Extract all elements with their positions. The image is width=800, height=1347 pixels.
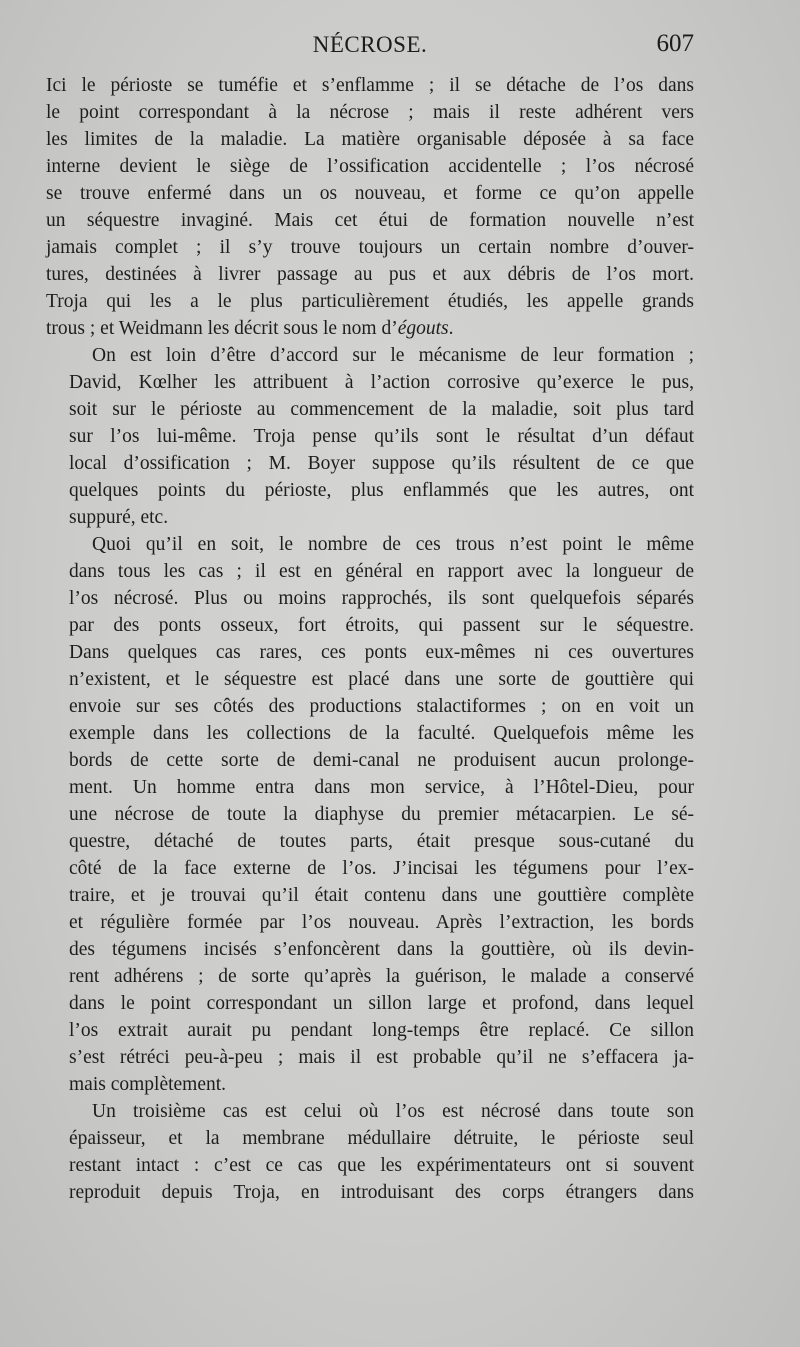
text-line: et régulière formée par l’os nouveau. Après l’extraction, les bords [69,912,694,933]
page-header [46,28,694,62]
text-line [46,315,694,342]
text-line: On est loin d’être d’accord sur le mécanisme de leur formation ; [92,345,694,366]
body-text [46,72,694,1206]
text-line: exemple dans les collections de la faculté. Quelquefois même les [69,723,694,744]
text-line: questre, détaché de toutes parts, était presque sous-cutané du [69,831,694,852]
paragraph-3 [46,531,694,1098]
italic-term: égouts [397,318,449,339]
text-line: s’est rétréci peu-à-peu ; mais il est probable qu’il ne s’effacera ja- [69,1047,694,1068]
text-line: Troja qui les a le plus particulièrement étudiés, les appelle grands [46,291,694,312]
text-line: le point correspondant à la nécrose ; mais il reste adhérent vers [46,102,694,123]
text-line: par des ponts osseux, fort étroits, qui passent sur le séquestre. [69,615,694,636]
text-line: dans le point correspondant un sillon large et profond, dans lequel [69,993,694,1014]
text-line: ment. Un homme entra dans mon service, à l’Hôtel-Dieu, pour [69,777,694,798]
text-line: local d’ossification ; M. Boyer suppose qu’ils résultent de ce que [69,453,694,474]
text-line: n’existent, et le séquestre est placé dans une sorte de gouttière qui [69,669,694,690]
text-line: rent adhérens ; de sorte qu’après la guérison, le malade a conservé [69,966,694,987]
text-line: reproduit depuis Troja, en introduisant des corps étrangers dans [69,1182,694,1203]
text-line: se trouve enfermé dans un os nouveau, et forme ce qu’on appelle [46,183,694,204]
text-line: suppuré, etc. [69,507,169,528]
page-number: 607 [656,30,694,57]
text-line: Un troisième cas est celui où l’os est nécrosé dans toute son [92,1101,694,1122]
text-line: l’os extrait aurait pu pendant long-temps être replacé. Ce sillon [69,1020,694,1041]
running-title: NÉCROSE. [312,32,428,57]
text-line: l’os nécrosé. Plus ou moins rapprochés, ils sont quelquefois séparés [69,588,694,609]
text-line: jamais complet ; il s’y trouve toujours un certain nombre d’ouver- [46,237,694,258]
text-line: David, Kœlher les attribuent à l’action corrosive qu’exerce le pus, [69,372,694,393]
text-line: des tégumens incisés s’enfoncèrent dans la gouttière, où ils devin- [69,939,694,960]
text-line: épaisseur, et la membrane médullaire détruite, le périoste seul [69,1128,694,1149]
text-line: une nécrose de toute la diaphyse du premier métacarpien. Le sé- [69,804,694,825]
text-line: tures, destinées à livrer passage au pus et aux débris de l’os mort. [46,264,694,285]
text-line: les limites de la maladie. La matière organisable déposée à sa face [46,129,694,150]
paragraph-2 [46,342,694,531]
text-fragment: trous ; et Weidmann les décrit sous le nom d’ [46,318,398,339]
text-line: un séquestre invaginé. Mais cet étui de formation nouvelle n’est [46,210,694,231]
text-line: envoie sur ses côtés des productions stalactiformes ; on en voit un [69,696,694,717]
text-line: restant intact : c’est ce cas que les expérimentateurs ont si souvent [69,1155,694,1176]
text-line: mais complètement. [69,1074,227,1095]
paragraph-4 [46,1098,694,1206]
text-line: côté de la face externe de l’os. J’incisai les tégumens pour l’ex- [69,858,694,879]
paragraph-1 [46,72,694,342]
text-line: sur l’os lui-même. Troja pense qu’ils sont le résultat d’un défaut [69,426,694,447]
text-fragment: . [448,318,454,339]
text-line: dans tous les cas ; il est en général en rapport avec la longueur de [69,561,694,582]
text-line: interne devient le siège de l’ossification accidentelle ; l’os nécrosé [46,156,694,177]
text-line: Ici le périoste se tuméfie et s’enflamme ; il se détache de l’os dans [46,75,694,96]
text-line: bords de cette sorte de demi-canal ne produisent aucun prolonge- [69,750,694,771]
text-line: Dans quelques cas rares, ces ponts eux-mêmes ni ces ouvertures [69,642,694,663]
text-line: quelques points du périoste, plus enflammés que les autres, ont [69,480,694,501]
text-line: Quoi qu’il en soit, le nombre de ces trous n’est point le même [92,534,694,555]
text-line: soit sur le périoste au commencement de la maladie, soit plus tard [69,399,694,420]
text-line: traire, et je trouvai qu’il était contenu dans une gouttière complète [69,885,694,906]
